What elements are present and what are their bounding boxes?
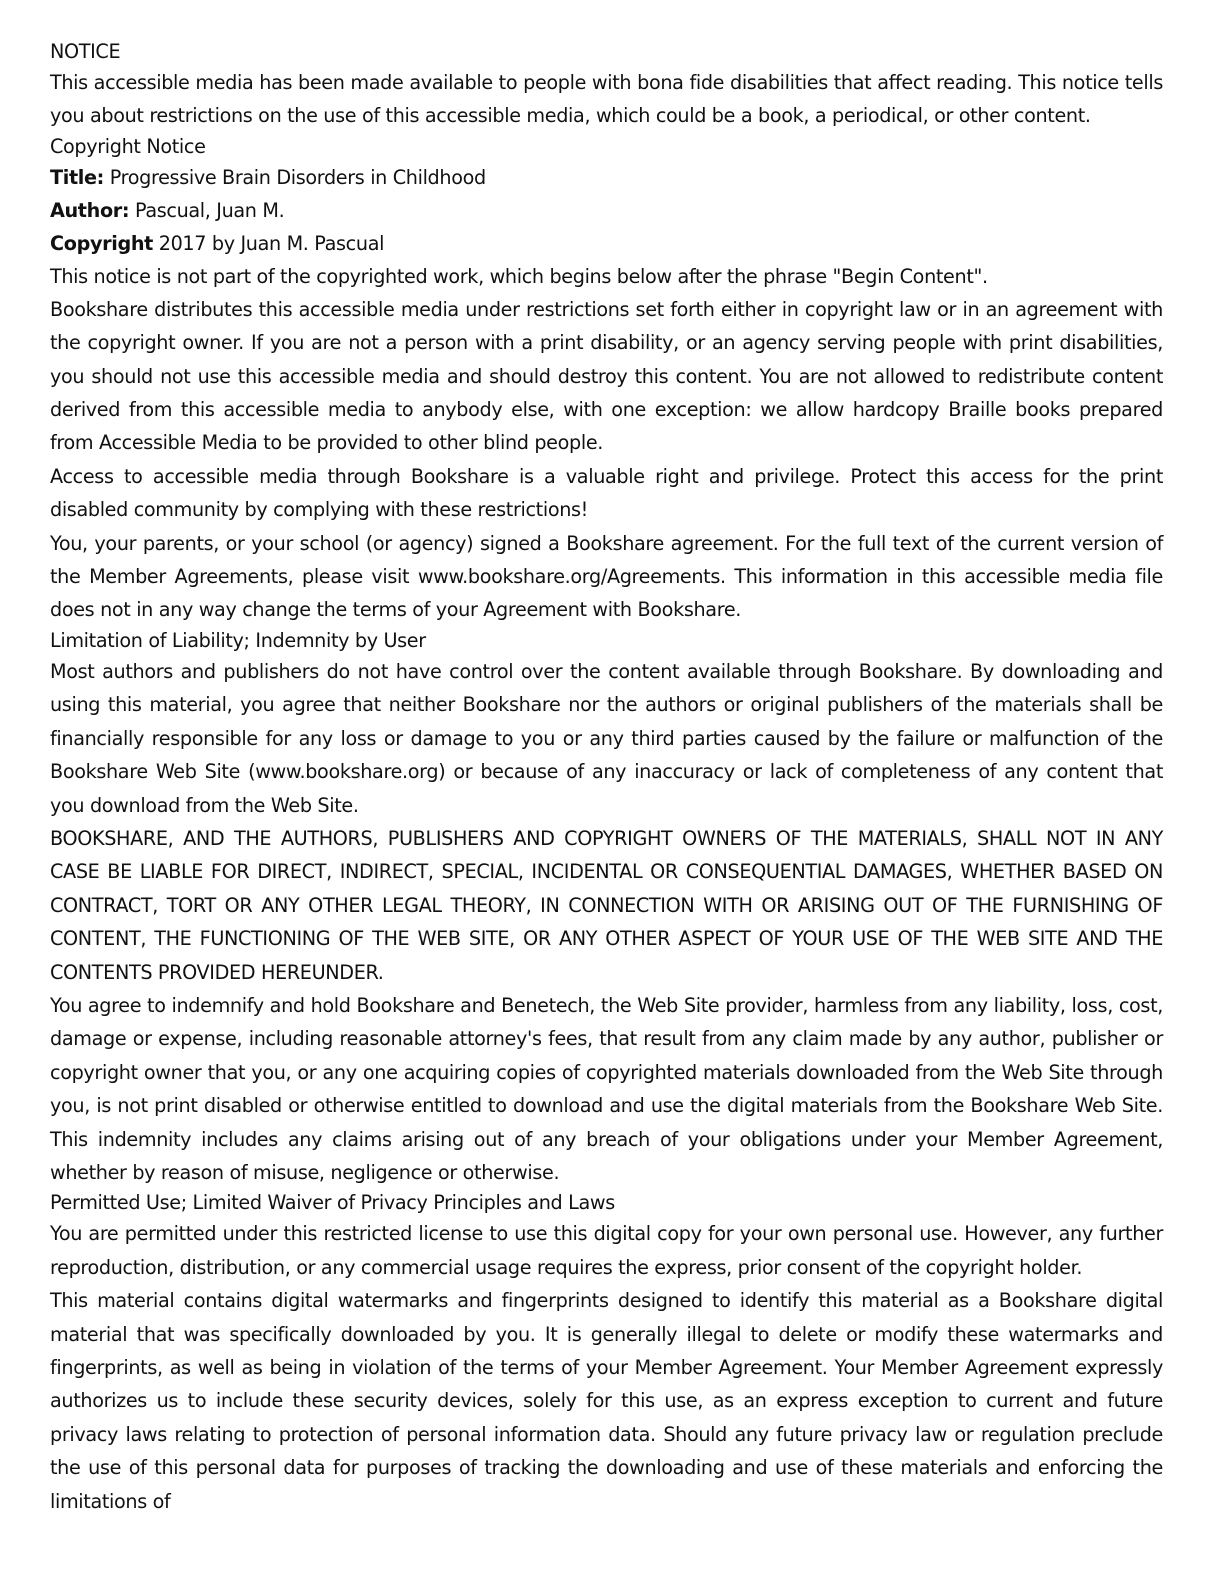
indemnify-paragraph: You agree to indemnify and hold Bookshare and Benetech, the Web Site provider, harmless from any liability, loss, cost, damage or expense, including reasonable attorney's fees, that result from any claim made by any author, publisher or copyright owner that you, or any one acquiring copies of copyrighted materials downloaded from the Web Site through you, is not print disabled or otherwise entitled to download and use the digital materials from the Bookshare Web Site. This indemnity includes any claims arising out of any breach of your obligations under your Member Agreement, whether by reason of misuse, negligence or otherwise. bbox=[50, 993, 1163, 1184]
caps-paragraph: BOOKSHARE, AND THE AUTHORS, PUBLISHERS AND COPYRIGHT OWNERS OF THE MATERIALS, SHALL NOT IN ANY CASE BE LIABLE FOR DIRECT, INDIRECT, SPECIAL, INCIDENTAL OR CONSEQUENTIAL DAMAGES, WHETHER BASED ON CONTRACT, TORT OR ANY OTHER LEGAL THEORY, IN CONNECTION WITH OR ARISING OUT OF THE FURNISHING OF CONTENT, THE FUNCTIONING OF THE WEB SITE, OR ANY OTHER ASPECT OF YOUR USE OF THE WEB SITE AND THE CONTENTS PROVIDED HEREUNDER. bbox=[50, 826, 1163, 984]
notice-page bbox=[50, 38, 1163, 1518]
not-part-notice: This notice is not part of the copyrighted work, which begins below after the phrase "Begin Content". bbox=[50, 264, 988, 288]
copyright-label: Copyright bbox=[50, 231, 153, 255]
title-label: Title: bbox=[50, 165, 105, 189]
title-line bbox=[50, 161, 1163, 194]
copyright-line bbox=[50, 227, 1163, 260]
access-paragraph: Access to accessible media through Bookshare is a valuable right and privilege. Protect this access for the print disabled community by complying with these restrictions! bbox=[50, 464, 1163, 522]
author-line bbox=[50, 194, 1163, 227]
copyright-value: 2017 by Juan M. Pascual bbox=[158, 231, 385, 255]
author-label: Author: bbox=[50, 198, 130, 222]
liability-paragraph: Most authors and publishers do not have control over the content available through Bookshare. By downloading and using this material, you agree that neither Bookshare nor the authors or original publishers of the materials shall be financially responsible for any loss or damage to you or any third parties caused by the failure or malfunction of the Bookshare Web Site (www.bookshare.org) or because of any inaccuracy or lack of completeness of any content that you download from the Web Site. bbox=[50, 659, 1163, 817]
permitted-paragraph: You are permitted under this restricted license to use this digital copy for your own personal use. However, any further reproduction, distribution, or any commercial usage requires the express, prior consent of the copyright holder. bbox=[50, 1222, 1163, 1279]
title-value: Progressive Brain Disorders in Childhood bbox=[109, 165, 486, 189]
author-value: Pascual, Juan M. bbox=[134, 198, 285, 222]
restrictions-paragraph: Bookshare distributes this accessible media under restrictions set forth either in copyright law or in an agreement with the copyright owner. If you are not a person with a print disability, or an agency serving people with print disabilities, you should not use this accessible media and should destroy this content. You are not allowed to redistribute content derived from this accessible media to anybody else, with one exception: we allow hardcopy Braille books prepared from Accessible Media to be provided to other blind people. bbox=[50, 297, 1163, 455]
watermark-paragraph: This material contains digital watermarks and fingerprints designed to identify this material as a Bookshare digital material that was specifically downloaded by you. It is generally illegal to delete or modify these watermarks and fingerprints, as well as being in violation of the terms of your Member Agreement. Your Member Agreement expressly authorizes us to include these security devices, solely for this use, as an express exception to current and future privacy laws relating to protection of personal information data. Should any future privacy law or regulation preclude the use of this personal data for purposes of tracking the downloading and use of these materials and enforcing the limitations of bbox=[50, 1289, 1163, 1513]
intro-paragraph: This accessible media has been made available to people with bona fide disabilities that affect reading. This notice tells you about restrictions on the use of this accessible media, which could be a book, a periodical, or other content. bbox=[50, 71, 1163, 128]
liability-heading: Limitation of Liability; Indemnity by User bbox=[50, 628, 426, 652]
copyright-notice-heading: Copyright Notice bbox=[50, 134, 206, 158]
agreement-paragraph: You, your parents, or your school (or agency) signed a Bookshare agreement. For the full text of the current version of the Member Agreements, please visit www.bookshare.org/Agreements. This information in this accessible media file does not in any way change the terms of your Agreement with Bookshare. bbox=[50, 531, 1163, 622]
notice-heading: NOTICE bbox=[50, 40, 121, 63]
permitted-heading: Permitted Use; Limited Waiver of Privacy Principles and Laws bbox=[50, 1191, 615, 1215]
